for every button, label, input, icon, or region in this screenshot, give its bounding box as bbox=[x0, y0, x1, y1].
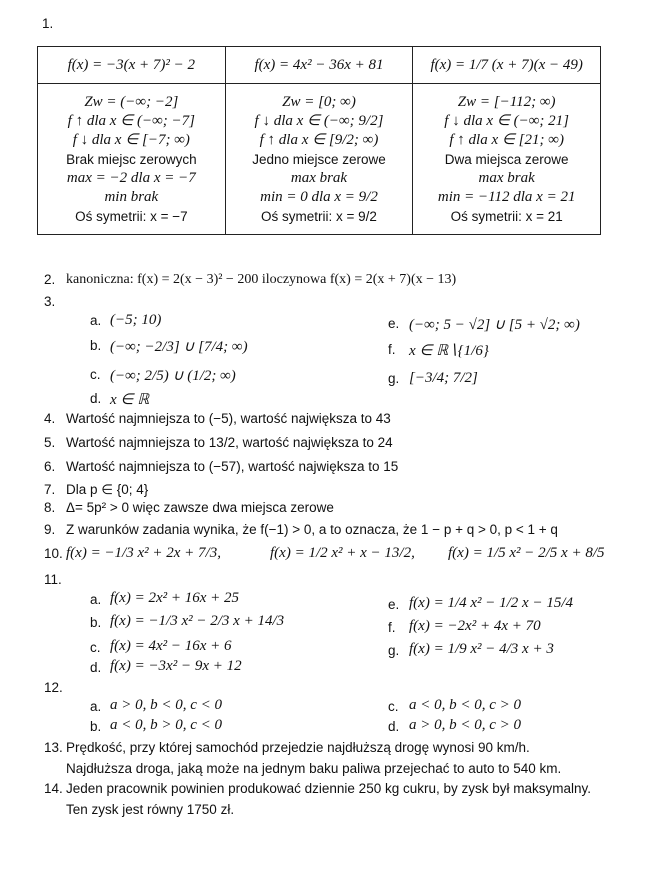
col3-line-range: Zw = [−112; ∞) bbox=[457, 93, 556, 110]
table-header-col-3: f(x) = 1/7 (x + 7)(x − 49) bbox=[413, 47, 601, 84]
col2-line-max: max brak bbox=[290, 169, 348, 186]
col1-line-range: Zw = (−∞; −2] bbox=[84, 93, 179, 110]
table-cell-col-1 bbox=[38, 84, 226, 235]
col1-line-max: max = −2 dla x = −7 bbox=[66, 169, 196, 186]
table-cell-col-2 bbox=[225, 84, 413, 235]
list-item-value: f(x) = 2x² + 16x + 25 bbox=[110, 590, 239, 606]
col3-line-axis: Oś symetrii: x = 21 bbox=[450, 208, 563, 224]
list-item: e. bbox=[388, 316, 400, 331]
col2-line-axis: Oś symetrii: x = 9/2 bbox=[261, 208, 377, 224]
list-item-value: f(x) = 1/4 x² − 1/2 x − 15/4 bbox=[409, 595, 573, 611]
list-item: d. bbox=[90, 660, 102, 675]
col3-line-min: min = −112 dla x = 21 bbox=[437, 188, 576, 205]
task-8-text: Δ= 5p² > 0 więc zawsze dwa miejsca zerowe bbox=[66, 500, 334, 515]
col1-line-decreasing: f ↓ dla x ∈ [−7; ∞) bbox=[72, 131, 190, 148]
list-item: e. bbox=[388, 597, 400, 612]
col1-line-axis: Oś symetrii: x = −7 bbox=[75, 208, 188, 224]
list-item-value: f(x) = 4x² − 16x + 6 bbox=[110, 638, 232, 654]
list-item: a. bbox=[90, 592, 102, 607]
table-header-col-1: f(x) = −3(x + 7)² − 2 bbox=[38, 47, 226, 84]
list-item: f. bbox=[388, 620, 396, 635]
task-9-text: Z warunków zadania wynika, że f(−1) > 0, a to oznacza, że 1 − p + q > 0, p < 1 + q bbox=[66, 522, 558, 537]
col3-line-max: max brak bbox=[478, 169, 535, 186]
task-3-number: 3. bbox=[44, 294, 56, 309]
list-item: c. bbox=[388, 699, 399, 714]
list-item-value: x ∈ ℝ bbox=[110, 392, 150, 408]
task-14-number: 14. bbox=[44, 781, 63, 796]
list-item-value: (−5; 10) bbox=[110, 312, 162, 328]
task-12-number: 12. bbox=[44, 680, 63, 695]
list-item: g. bbox=[388, 371, 400, 386]
list-item-value: a < 0, b > 0, c < 0 bbox=[110, 717, 223, 733]
list-item-value: (−∞; −2/3] ∪ [7/4; ∞) bbox=[110, 339, 248, 355]
list-item: c. bbox=[90, 640, 101, 655]
task-10-number: 10. bbox=[44, 546, 63, 561]
list-item-value: a > 0, b < 0, c > 0 bbox=[409, 717, 522, 733]
task-13-line-1: Prędkość, przy której samochód przejedzie najdłuższą drogę wynosi 90 km/h. bbox=[66, 740, 530, 755]
task-2-text: kanoniczna: f(x) = 2(x − 3)² − 200 iloczynowa f(x) = 2(x + 7)(x − 13) bbox=[66, 272, 457, 287]
col2-line-range: Zw = [0; ∞) bbox=[282, 93, 356, 110]
table-header-col-2: f(x) = 4x² − 36x + 81 bbox=[225, 47, 413, 84]
list-item-value: a < 0, b < 0, c > 0 bbox=[409, 697, 522, 713]
task-10-item-1: f(x) = −1/3 x² + 2x + 7/3, bbox=[66, 545, 221, 561]
list-item-value: x ∈ ℝ∖{1/6} bbox=[409, 343, 489, 359]
list-item: g. bbox=[388, 643, 400, 658]
list-item-value: f(x) = 1/9 x² − 4/3 x + 3 bbox=[409, 641, 554, 657]
list-item-value: [−3/4; 7/2] bbox=[409, 370, 478, 386]
list-item: f. bbox=[388, 342, 396, 357]
task-4-text: Wartość najmniejsza to (−5), wartość największa to 43 bbox=[66, 411, 391, 426]
list-item: b. bbox=[90, 719, 102, 734]
list-item: b. bbox=[90, 338, 102, 353]
col3-line-decreasing: f ↓ dla x ∈ (−∞; 21] bbox=[444, 112, 569, 129]
list-item: d. bbox=[90, 391, 102, 406]
col2-line-min: min = 0 dla x = 9/2 bbox=[260, 188, 378, 205]
table-cell-col-3 bbox=[413, 84, 601, 235]
task-6-text: Wartość najmniejsza to (−57), wartość największa to 15 bbox=[66, 459, 399, 474]
task-6-number: 6. bbox=[44, 459, 56, 474]
task-10-item-3: f(x) = 1/5 x² − 2/5 x + 8/5 bbox=[448, 545, 605, 561]
task-7-text: Dla p ∈ {0; 4} bbox=[66, 482, 149, 497]
list-item-value: f(x) = −1/3 x² − 2/3 x + 14/3 bbox=[110, 613, 285, 629]
task-1-number: 1. bbox=[42, 16, 54, 31]
list-item: b. bbox=[90, 615, 102, 630]
col1-line-increasing: f ↑ dla x ∈ (−∞; −7] bbox=[67, 112, 195, 129]
task-4-number: 4. bbox=[44, 411, 56, 426]
list-item-value: f(x) = −2x² + 4x + 70 bbox=[409, 618, 541, 634]
list-item: a. bbox=[90, 313, 102, 328]
col2-line-increasing: f ↑ dla x ∈ [9/2; ∞) bbox=[259, 131, 379, 148]
list-item-value: f(x) = −3x² − 9x + 12 bbox=[110, 658, 242, 674]
list-item-value: (−∞; 5 − √2] ∪ [5 + √2; ∞) bbox=[409, 317, 580, 333]
list-item: d. bbox=[388, 719, 400, 734]
task-11-number: 11. bbox=[44, 572, 62, 587]
col1-line-zeros: Brak miejsc zerowych bbox=[66, 151, 197, 167]
col3-line-zeros: Dwa miejsca zerowe bbox=[444, 151, 569, 167]
task-13-number: 13. bbox=[44, 740, 63, 755]
task-13-line-2: Najdłuższa droga, jaką może na jednym baku paliwa przejechać to auto to 540 km. bbox=[66, 761, 562, 776]
col3-line-increasing: f ↑ dla x ∈ [21; ∞) bbox=[449, 131, 564, 148]
list-item: a. bbox=[90, 699, 102, 714]
col2-line-decreasing: f ↓ dla x ∈ (−∞; 9/2] bbox=[254, 112, 384, 129]
col1-line-min: min brak bbox=[104, 188, 159, 205]
col2-line-zeros: Jedno miejsce zerowe bbox=[252, 151, 386, 167]
task-14-line-1: Jeden pracownik powinien produkować dziennie 250 kg cukru, by zysk był maksymalny. bbox=[66, 781, 592, 796]
task-14-line-2: Ten zysk jest równy 1750 zł. bbox=[66, 802, 235, 817]
summary-table bbox=[37, 46, 601, 235]
list-item-value: (−∞; 2/5) ∪ (1/2; ∞) bbox=[110, 368, 236, 384]
list-item-value: a > 0, b < 0, c < 0 bbox=[110, 697, 223, 713]
task-7-number: 7. bbox=[44, 482, 56, 497]
task-5-number: 5. bbox=[44, 435, 56, 450]
task-9-number: 9. bbox=[44, 522, 56, 537]
task-10-item-2: f(x) = 1/2 x² + x − 13/2, bbox=[270, 545, 415, 561]
task-8-number: 8. bbox=[44, 500, 56, 515]
task-5-text: Wartość najmniejsza to 13/2, wartość największa to 24 bbox=[66, 435, 393, 450]
list-item: c. bbox=[90, 367, 101, 382]
task-2-number: 2. bbox=[44, 272, 56, 287]
